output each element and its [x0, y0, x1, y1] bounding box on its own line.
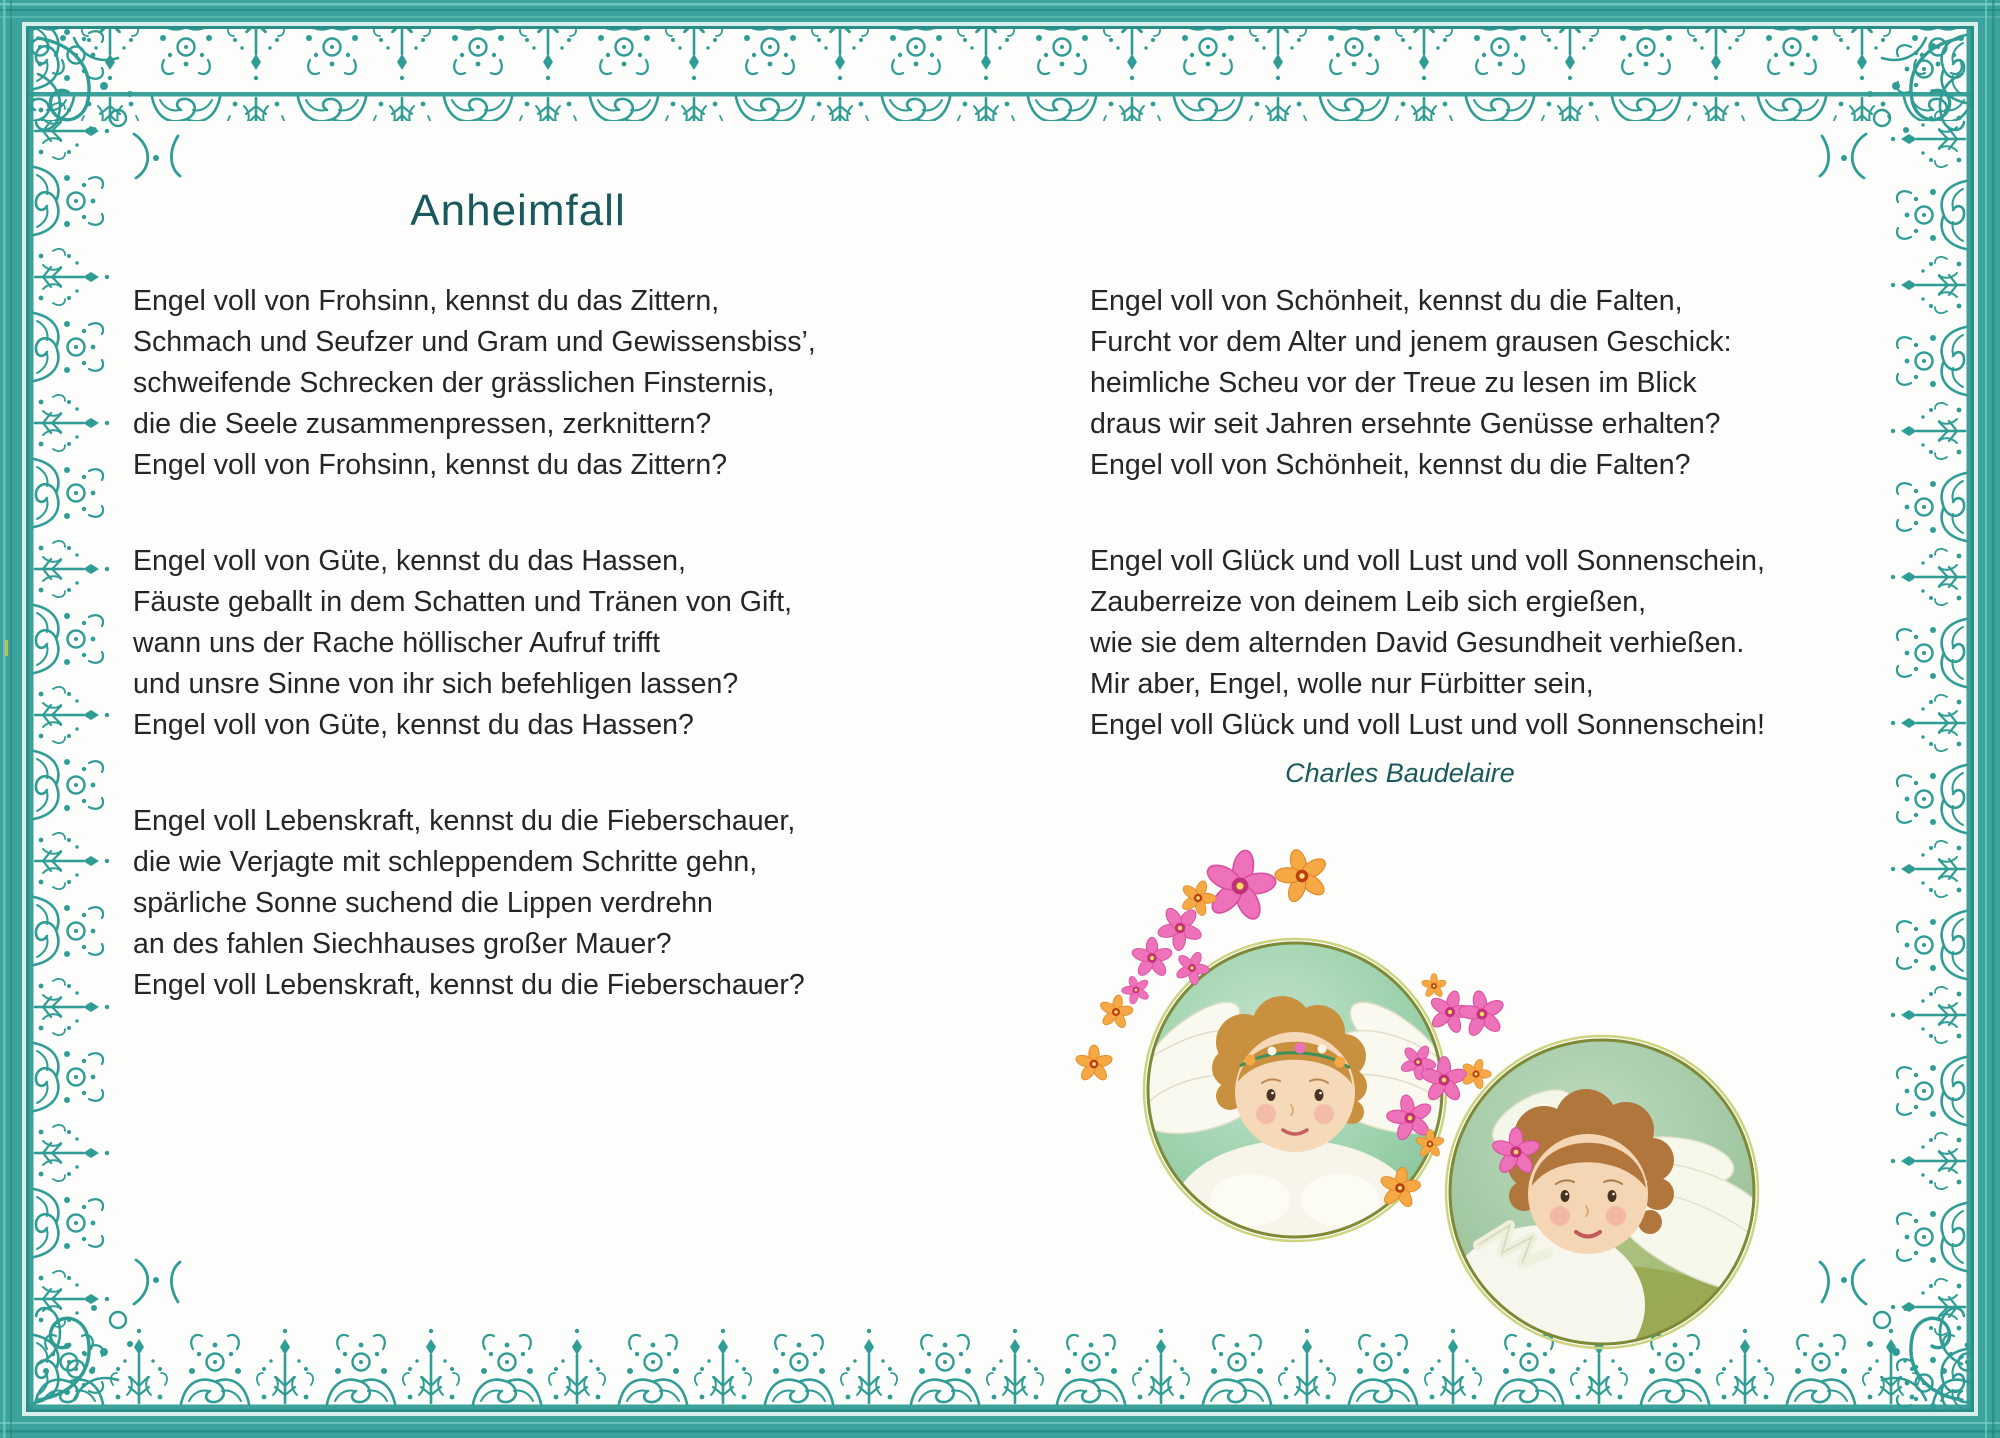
poem-line: Schmach und Seufzer und Gram und Gewissensbiss’,	[133, 326, 816, 358]
poem-line: spärliche Sonne suchend die Lippen verdrehn	[133, 887, 713, 919]
poem-line: Engel voll Lebenskraft, kennst du die Fieberschauer,	[133, 805, 796, 837]
poem-line: Fäuste geballt in dem Schatten und Tränen von Gift,	[133, 586, 793, 618]
poem-line: die wie Verjagte mit schleppendem Schritte gehn,	[133, 846, 758, 878]
poem-stanza	[133, 801, 923, 1006]
poem-line: Engel voll Glück und voll Lust und voll Sonnenschein!	[1090, 709, 1765, 741]
poem-line: die die Seele zusammenpressen, zerknittern?	[133, 408, 712, 440]
poem-line: Engel voll von Frohsinn, kennst du das Zittern,	[133, 285, 720, 317]
poem-line: Engel voll von Schönheit, kennst du die Falten?	[1090, 449, 1691, 481]
poem-line: Engel voll von Schönheit, kennst du die Falten,	[1090, 285, 1683, 317]
poem-stanza	[133, 541, 923, 746]
poem-line: heimliche Scheu vor der Treue zu lesen im Blick	[1090, 367, 1697, 399]
poem-stanza	[133, 281, 923, 486]
poem-column-left	[133, 281, 923, 1061]
poem-line: Engel voll von Güte, kennst du das Hassen,	[133, 545, 686, 577]
poem-line: draus wir seit Jahren ersehnte Genüsse erhalten?	[1090, 408, 1721, 440]
poem-line: Mir aber, Engel, wolle nur Fürbitter sein,	[1090, 668, 1594, 700]
poem-line: Furcht vor dem Alter und jenem grausen Geschick:	[1090, 326, 1732, 358]
page-title: Anheimfall	[410, 186, 626, 235]
poem-line: Zauberreize von deinem Leib sich ergießen,	[1090, 586, 1647, 618]
poem-line: schweifende Schrecken der grässlichen Finsternis,	[133, 367, 775, 399]
poem-line: Engel voll von Güte, kennst du das Hassen?	[133, 709, 694, 741]
poem-column-right	[1090, 281, 1880, 801]
poem-line: an des fahlen Siechhauses großer Mauer?	[133, 928, 672, 960]
poem-attribution: Charles Baudelaire	[1285, 758, 1515, 788]
poem-line: Engel voll Lebenskraft, kennst du die Fieberschauer?	[133, 969, 805, 1001]
poem-line: und unsre Sinne von ihr sich befehligen lassen?	[133, 668, 739, 700]
poem-line: wann uns der Rache höllischer Aufruf trifft	[133, 627, 660, 659]
poem-line: wie sie dem alternden David Gesundheit verhießen.	[1090, 627, 1745, 659]
poem-stanza	[1090, 541, 1880, 746]
poem-stanza	[1090, 281, 1880, 486]
poem-line: Engel voll Glück und voll Lust und voll Sonnenschein,	[1090, 545, 1765, 577]
poem-line: Engel voll von Frohsinn, kennst du das Zittern?	[133, 449, 728, 481]
